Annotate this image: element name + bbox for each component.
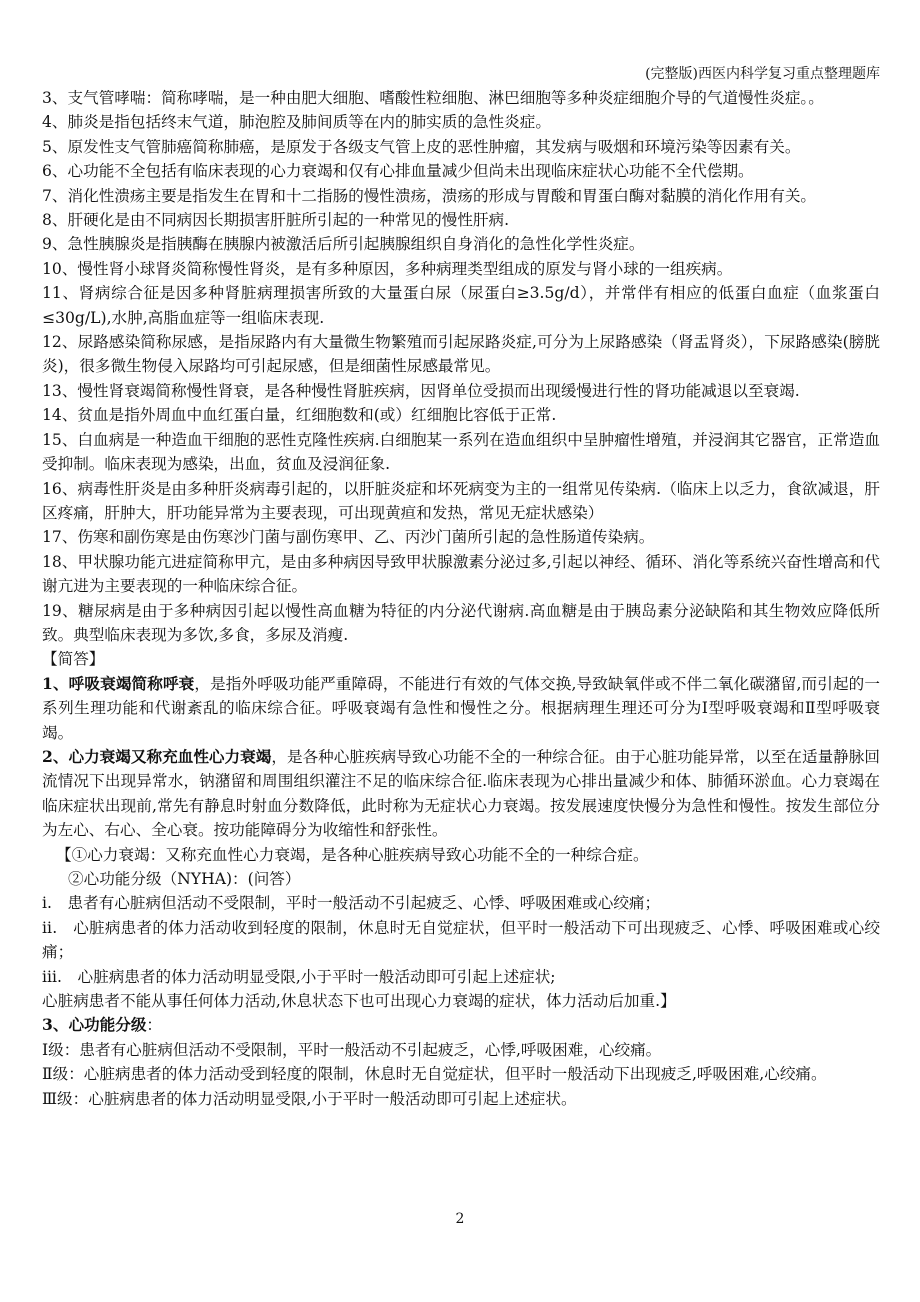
grade-3: Ⅲ级：心脏病患者的体力活动明显受限,小于平时一般活动即可引起上述症状。 (42, 1089, 577, 1108)
grade-2: Ⅱ级：心脏病患者的体力活动受到轻度的限制，休息时无自觉症状，但平时一般活动下出现疲乏,呼吸困难,心绞痛。 (42, 1065, 827, 1084)
definition-item: 16、病毒性肝炎是由多种肝炎病毒引起的，以肝脏炎症和坏死病变为主的一组常见传染病.（临床上以乏力，食欲减退，肝区疼痛，肝肿大，肝功能异常为主要表现，可出现黄疸和发热，常见无症状感染） (42, 479, 880, 522)
note-nyha-i: ⅰ. 患者有心脏病但活动不受限制，平时一般活动不引起疲乏、心悸、呼吸困难或心绞痛； (42, 894, 661, 913)
definition-item: 6、心功能不全包括有临床表现的心力衰竭和仅有心排血量减少但尚未出现临床症状心功能不全代偿期。 (42, 162, 754, 181)
note-nyha-iii: ⅲ. 心脏病患者的体力活动明显受限,小于平时一般活动即可引起上述症状; (42, 967, 556, 986)
section-title-short-answer: 【简答】 (42, 650, 105, 669)
answer-text: ，是各种心脏疾病导致心功能不全的一种综合征。由于心脏功能异常，以至在适量静脉回流情况下出现异常水，钠潴留和周围组织灌注不足的临床综合征.临床表现为心排出量减少和体、肺循环淤血。心力衰竭在临床症状出现前,常先有静息时射血分数降低，此时称为无症状心力衰竭。按发展速度快慢分为急性和慢性。按发生部位分为左心、右心、全心衰。按功能障碍分为收缩性和舒张性。 (42, 747, 880, 840)
answer-term: 2、心力衰竭又称充血性心力衰竭 (42, 746, 272, 766)
answer-text: ，是指外呼吸功能严重障碍，不能进行有效的气体交换,导致缺氧伴或不伴二氧化碳潴留,而引起的一系列生理功能和代谢紊乱的临床综合征。呼吸衰竭有急性和慢性之分。根据病理生理还可分为Ⅰ型呼吸衰竭和Ⅱ型呼吸衰竭。 (42, 674, 880, 742)
definition-item: 19、糖尿病是由于多种病因引起以慢性高血糖为特征的内分泌代谢病.高血糖是由于胰岛素分泌缺陷和其生物效应降低所致。典型临床表现为多饮,多食，多尿及消瘦. (42, 601, 880, 644)
running-header: (完整版)西医内科学复习重点整理题库 (645, 66, 880, 82)
answer-cardiac-function-grades (42, 1013, 880, 1037)
note-nyha-iv: 心脏病患者不能从事任何体力活动,休息状态下也可出现心力衰竭的症状，体力活动后加重.】 (42, 992, 676, 1011)
definition-item: 17、伤寒和副伤寒是由伤寒沙门菌与副伤寒甲、乙、丙沙门菌所引起的急性肠道传染病。 (42, 528, 655, 547)
answer-respiratory-failure (42, 672, 880, 745)
definition-item: 8、肝硬化是由不同病因长期损害肝脏所引起的一种常见的慢性肝病. (42, 211, 510, 230)
definition-item: 11、肾病综合征是因多种肾脏病理损害所致的大量蛋白尿（尿蛋白≥3.5g/d），并常伴有相应的低蛋白血症（血浆蛋白≤30g/L),水肿,高脂血症等一组临床表现. (42, 284, 880, 327)
answer-term: 1、呼吸衰竭简称呼衰 (42, 673, 195, 693)
definition-item: 10、慢性肾小球肾炎简称慢性肾炎，是有多种原因，多种病理类型组成的原发与肾小球的一组疾病。 (42, 259, 733, 278)
definition-item: 15、白血病是一种造血干细胞的恶性克隆性疾病.白细胞某一系列在造血组织中呈肿瘤性增殖，并浸润其它器官，正常造血受抑制。临床表现为感染，出血，贫血及浸润征象. (42, 430, 880, 474)
answer-text: ： (146, 1016, 163, 1035)
definition-item: 12、尿路感染简称尿感，是指尿路内有大量微生物繁殖而引起尿路炎症,可分为上尿路感染（肾盂肾炎），下尿路感染(膀胱炎)，很多微生物侵入尿路均可引起尿感，但是细菌性尿感最常见。 (42, 333, 880, 376)
definition-item: 18、甲状腺功能亢进症简称甲亢，是由多种病因导致甲状腺激素分泌过多,引起以神经、循环、消化等系统兴奋性增高和代谢亢进为主要表现的一种临床综合征。 (42, 552, 880, 596)
page-content (42, 86, 880, 1111)
note-heart-failure: 【①心力衰竭：又称充血性心力衰竭，是各种心脏疾病导致心功能不全的一种综合症。 (56, 845, 649, 864)
definition-item: 3、支气管哮喘：简称哮喘，是一种由肥大细胞、嗜酸性粒细胞、淋巴细胞等多种炎症细胞介导的气道慢性炎症。。 (42, 89, 824, 107)
definition-item: 7、消化性溃疡主要是指发生在胃和十二指肠的慢性溃疡，溃疡的形成与胃酸和胃蛋白酶对黏膜的消化作用有关。 (42, 186, 817, 205)
answer-heart-failure (42, 745, 880, 843)
grade-1: Ⅰ级：患者有心脏病但活动不受限制，平时一般活动不引起疲乏，心悸,呼吸困难，心绞痛。 (42, 1040, 662, 1059)
definition-item: 14、贫血是指外周血中血红蛋白量，红细胞数和(或）红细胞比容低于正常. (42, 406, 557, 425)
note-nyha-ii: ⅱ. 心脏病患者的体力活动收到轻度的限制，休息时无自觉症状，但平时一般活动下可出现疲乏、心悸、呼吸困难或心绞痛； (42, 918, 880, 962)
definition-item: 5、原发性支气管肺癌简称肺癌，是原发于各级支气管上皮的恶性肿瘤，其发病与吸烟和环境污染等因素有关。 (42, 137, 801, 156)
definition-item: 9、急性胰腺炎是指胰酶在胰腺内被激活后所引起胰腺组织自身消化的急性化学性炎症。 (42, 235, 645, 254)
definition-item: 13、慢性肾衰竭简称慢性肾衰，是各种慢性肾脏疾病，因肾单位受损而出现缓慢进行性的肾功能减退以至衰竭. (42, 381, 800, 400)
note-nyha-title: ②心功能分级（NYHA)：(问答） (68, 870, 301, 888)
answer-term: 3、心功能分级 (42, 1015, 147, 1035)
definition-item: 4、肺炎是指包括终末气道，肺泡腔及肺间质等在内的肺实质的急性炎症。 (42, 113, 551, 132)
page-number: 2 (455, 1211, 465, 1227)
